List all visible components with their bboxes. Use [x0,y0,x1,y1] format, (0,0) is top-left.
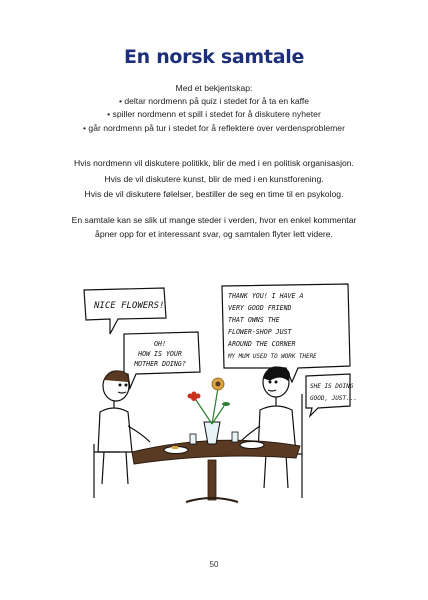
intro-block [0,82,428,135]
intro-bullet: • går nordmenn på tur i stedet for å reflektere over verdensproblemer [83,122,345,133]
paragraph-conversation [0,214,428,241]
bubble-text: MY MUM USED TO WORK THERE [228,354,317,360]
bubble-text: HOW IS YOUR [138,350,182,358]
bubble-text: OH! [154,340,166,348]
leaf-icon [222,402,230,406]
speech-bubble-she-is-doing [306,374,357,416]
sunflower-icon [212,378,224,390]
glass-left [190,434,196,444]
intro-bullet: • spiller nordmenn et spill i stedet for å diskutere nyheter [107,109,321,120]
right-person [240,367,302,498]
speech-bubble-thank-you [222,284,350,382]
bubble-text: THAT OWNS THE [228,316,280,324]
plate-left [164,446,188,454]
intro-bullet: • deltar nordmenn på quiz i stedet for å ta en kaffe [118,96,310,107]
bubble-text: MOTHER DOING? [134,360,186,368]
red-flower-icon [188,392,201,402]
speech-bubble-mother [124,332,200,388]
left-person [94,371,150,498]
bubble-text: FLOWER-SHOP JUST [228,328,292,336]
plate-right [240,442,264,449]
bubble-text: SHE IS DOING [310,383,354,390]
glass-right [232,432,238,442]
bubble-text: THANK YOU! I HAVE A [228,292,304,300]
paragraph-discussion [0,156,428,203]
paragraph-line: En samtale kan se slik ut mange steder i verden, hvor en enkel kommentar [71,215,357,225]
bubble-text: AROUND THE CORNER [228,340,296,348]
table [132,440,300,502]
page-title: En norsk samtale [123,46,305,68]
paragraph-line: åpner opp for et interessant svar, og samtalen flyter lett videre. [95,228,333,239]
page-number: 50 [209,560,219,569]
intro-lead: Med et bekjentskap: [175,83,253,93]
speech-bubble-nice-flowers [84,288,166,334]
bubble-text: GOOD, JUST... [310,395,357,402]
bubble-text: VERY GOOD FRIEND [228,304,292,312]
bubble-text: NICE FLOWERS! [94,301,165,311]
paragraph-line: Hvis de vil diskutere følelser, bestiller de seg en time til en psykolog. [84,189,344,200]
paragraph-line: Hvis de vil diskutere kunst, blir de med i en kunstforening. [104,173,324,184]
comic-illustration [80,284,357,512]
paragraph-line: Hvis nordmenn vil diskutere politikk, blir de med i en politisk organisasjon. [74,158,354,168]
